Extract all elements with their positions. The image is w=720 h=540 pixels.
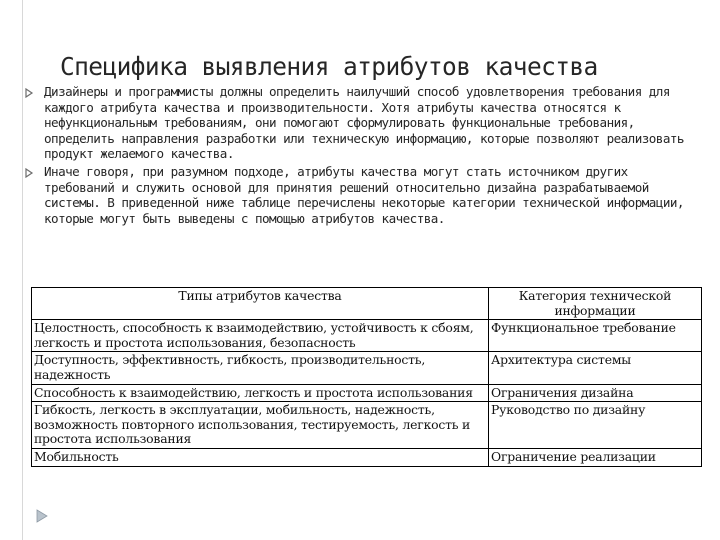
info-category-cell: Руководство по дизайну	[489, 402, 702, 449]
bullet-list	[24, 84, 704, 228]
table-row	[32, 384, 702, 402]
info-category-cell: Архитектура системы	[489, 352, 702, 384]
header-info-category: Категория технической информации	[489, 288, 702, 320]
attribute-types-cell: Мобильность	[32, 448, 489, 466]
attribute-types-cell: Доступность, эффективность, гибкость, производительность, надежность	[32, 352, 489, 384]
table-row	[32, 448, 702, 466]
slide-left-rule	[22, 0, 23, 540]
attribute-types-cell: Целостность, способность к взаимодействию, устойчивость к сбоям, легкость и простота использования, безопасность	[32, 320, 489, 352]
play-triangle-icon[interactable]	[36, 509, 48, 523]
header-attribute-types: Типы атрибутов качества	[32, 288, 489, 320]
slide-title: Специфика выявления атрибутов качества	[60, 52, 598, 81]
bullet-item	[24, 164, 704, 226]
table-row	[32, 320, 702, 352]
info-category-cell: Ограничение реализации	[489, 448, 702, 466]
bullet-item	[24, 84, 704, 162]
info-category-cell: Ограничения дизайна	[489, 384, 702, 402]
table-row	[32, 402, 702, 449]
attributes-table	[31, 287, 702, 467]
table-row	[32, 352, 702, 384]
attribute-types-cell: Способность к взаимодействию, легкость и простота использования	[32, 384, 489, 402]
bullet-text: Иначе говоря, при разумном подходе, атрибуты качества могут стать источником других требований и служить основой для принятия решений относительно дизайна разрабатываемой системы. В приведенной ниже таблице перечислены некоторые категории технической информации, которые могут быть выведены с помощью атрибутов качества.	[44, 163, 684, 226]
bullet-text: Дизайнеры и программисты должны определить наилучший способ удовлетворения требования для каждого атрибута качества и производительности. Хотя атрибуты качества относятся к нефункциональным требованиям, они помогают сформулировать функциональные требования, определить направления разработки или техническую информацию, которые позволяют реализовать продукт желаемого качества.	[44, 84, 684, 162]
info-category-cell: Функциональное требование	[489, 320, 702, 352]
attribute-types-cell: Гибкость, легкость в эксплуатации, мобильность, надежность, возможность повторного использования, тестируемость, легкость и простота использования	[32, 402, 489, 449]
triangle-bullet-icon	[24, 168, 34, 178]
table-header-row	[32, 288, 702, 320]
triangle-bullet-icon	[24, 88, 34, 98]
